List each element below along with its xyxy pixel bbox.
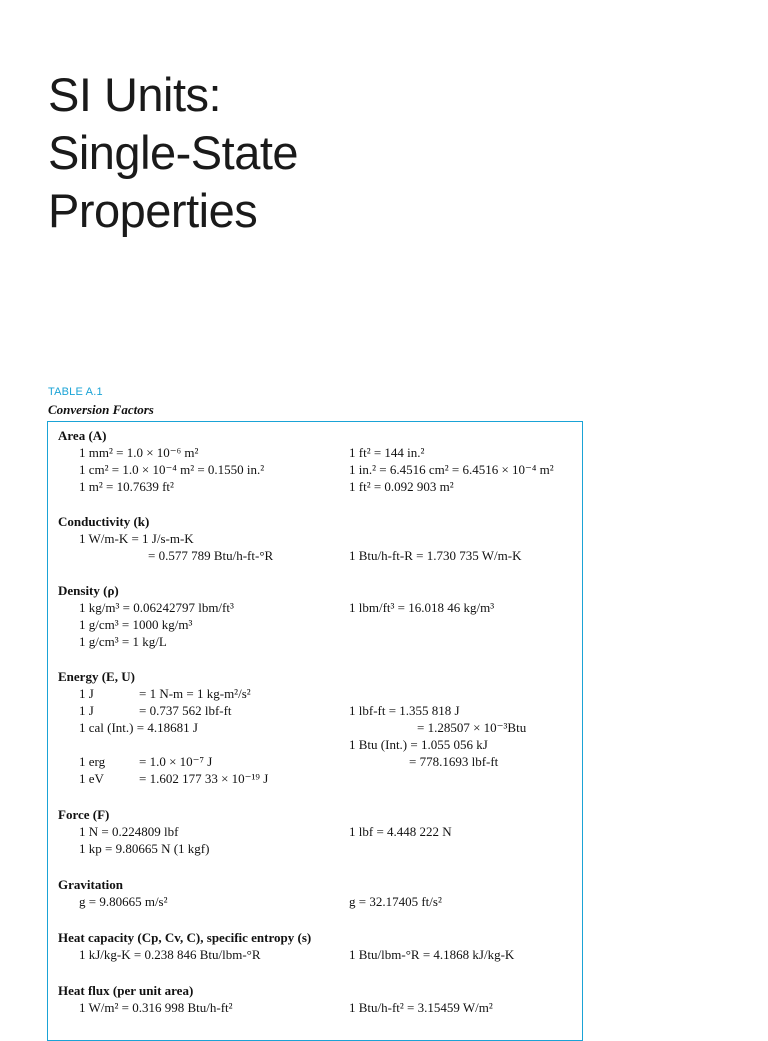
section-heading-heat-capacity: Heat capacity (Cp, Cv, C), specific entropy (s) [58, 930, 312, 945]
page-title [48, 66, 298, 240]
heat-capacity-left: 1 kJ/kg-K = 0.238 846 Btu/lbm-°R [79, 947, 261, 962]
title-line: SI Units: [48, 68, 222, 121]
energy-value-4: = 1.602 177 33 × 10⁻¹⁹ J [139, 771, 269, 786]
conductivity-right-1: 1 Btu/h-ft-R = 1.730 735 W/m-K [349, 548, 522, 563]
density-right-1: 1 lbm/ft³ = 16.018 46 kg/m³ [349, 600, 495, 615]
section-heading-area: Area (A) [58, 428, 107, 443]
heat-flux-left: 1 W/m² = 0.316 998 Btu/h-ft² [79, 1000, 233, 1015]
energy-unit-1: 1 J [79, 686, 94, 701]
gravitation-left: g = 9.80665 m/s² [79, 894, 168, 909]
section-heading-force: Force (F) [58, 807, 110, 822]
energy-value-3: = 1.0 × 10⁻⁷ J [139, 754, 213, 769]
section-heading-density: Density (ρ) [58, 583, 119, 598]
area-left-1: 1 mm² = 1.0 × 10⁻⁶ m² [79, 445, 199, 460]
density-left-1: 1 kg/m³ = 0.06242797 lbm/ft³ [79, 600, 234, 615]
title-line: Single-State [48, 126, 299, 179]
section-heading-gravitation: Gravitation [58, 877, 123, 892]
energy-right-2: = 1.28507 × 10⁻³Btu [417, 720, 527, 735]
heat-flux-right: 1 Btu/h-ft² = 3.15459 W/m² [349, 1000, 493, 1015]
area-left-2: 1 cm² = 1.0 × 10⁻⁴ m² = 0.1550 in.² [79, 462, 265, 477]
conductivity-left-1: 1 W/m-K = 1 J/s-m-K [79, 531, 194, 546]
force-left-1: 1 N = 0.224809 lbf [79, 824, 179, 839]
area-right-3: 1 ft² = 0.092 903 m² [349, 479, 454, 494]
title-line: Properties [48, 184, 258, 237]
heat-capacity-right: 1 Btu/lbm-°R = 4.1868 kJ/kg-K [349, 947, 515, 962]
energy-unit-4: 1 eV [79, 771, 104, 786]
density-left-2: 1 g/cm³ = 1000 kg/m³ [79, 617, 193, 632]
gravitation-right: g = 32.17405 ft/s² [349, 894, 442, 909]
area-left-3: 1 m² = 10.7639 ft² [79, 479, 174, 494]
section-heading-heat-flux: Heat flux (per unit area) [58, 983, 194, 998]
table-caption: Conversion Factors [48, 402, 154, 417]
energy-unit-3: 1 erg [79, 754, 106, 769]
density-left-3: 1 g/cm³ = 1 kg/L [79, 634, 167, 649]
energy-cal: 1 cal (Int.) = 4.18681 J [79, 720, 198, 735]
area-right-1: 1 ft² = 144 in.² [349, 445, 425, 460]
area-right-2: 1 in.² = 6.4516 cm² = 6.4516 × 10⁻⁴ m² [349, 462, 554, 477]
energy-value-2: = 0.737 562 lbf-ft [139, 703, 232, 718]
force-right-1: 1 lbf = 4.448 222 N [349, 824, 452, 839]
energy-right-4: = 778.1693 lbf-ft [409, 754, 499, 769]
energy-unit-2: 1 J [79, 703, 94, 718]
energy-right-3: 1 Btu (Int.) = 1.055 056 kJ [349, 737, 488, 752]
section-heading-conductivity: Conductivity (k) [58, 514, 150, 529]
conductivity-left-2: = 0.577 789 Btu/h-ft-°R [148, 548, 274, 563]
table-label: TABLE A.1 [48, 386, 103, 398]
energy-right-1: 1 lbf-ft = 1.355 818 J [349, 703, 460, 718]
force-left-2: 1 kp = 9.80665 N (1 kgf) [79, 841, 210, 856]
section-heading-energy: Energy (E, U) [58, 669, 135, 684]
energy-value-1: = 1 N-m = 1 kg-m²/s² [139, 686, 251, 701]
